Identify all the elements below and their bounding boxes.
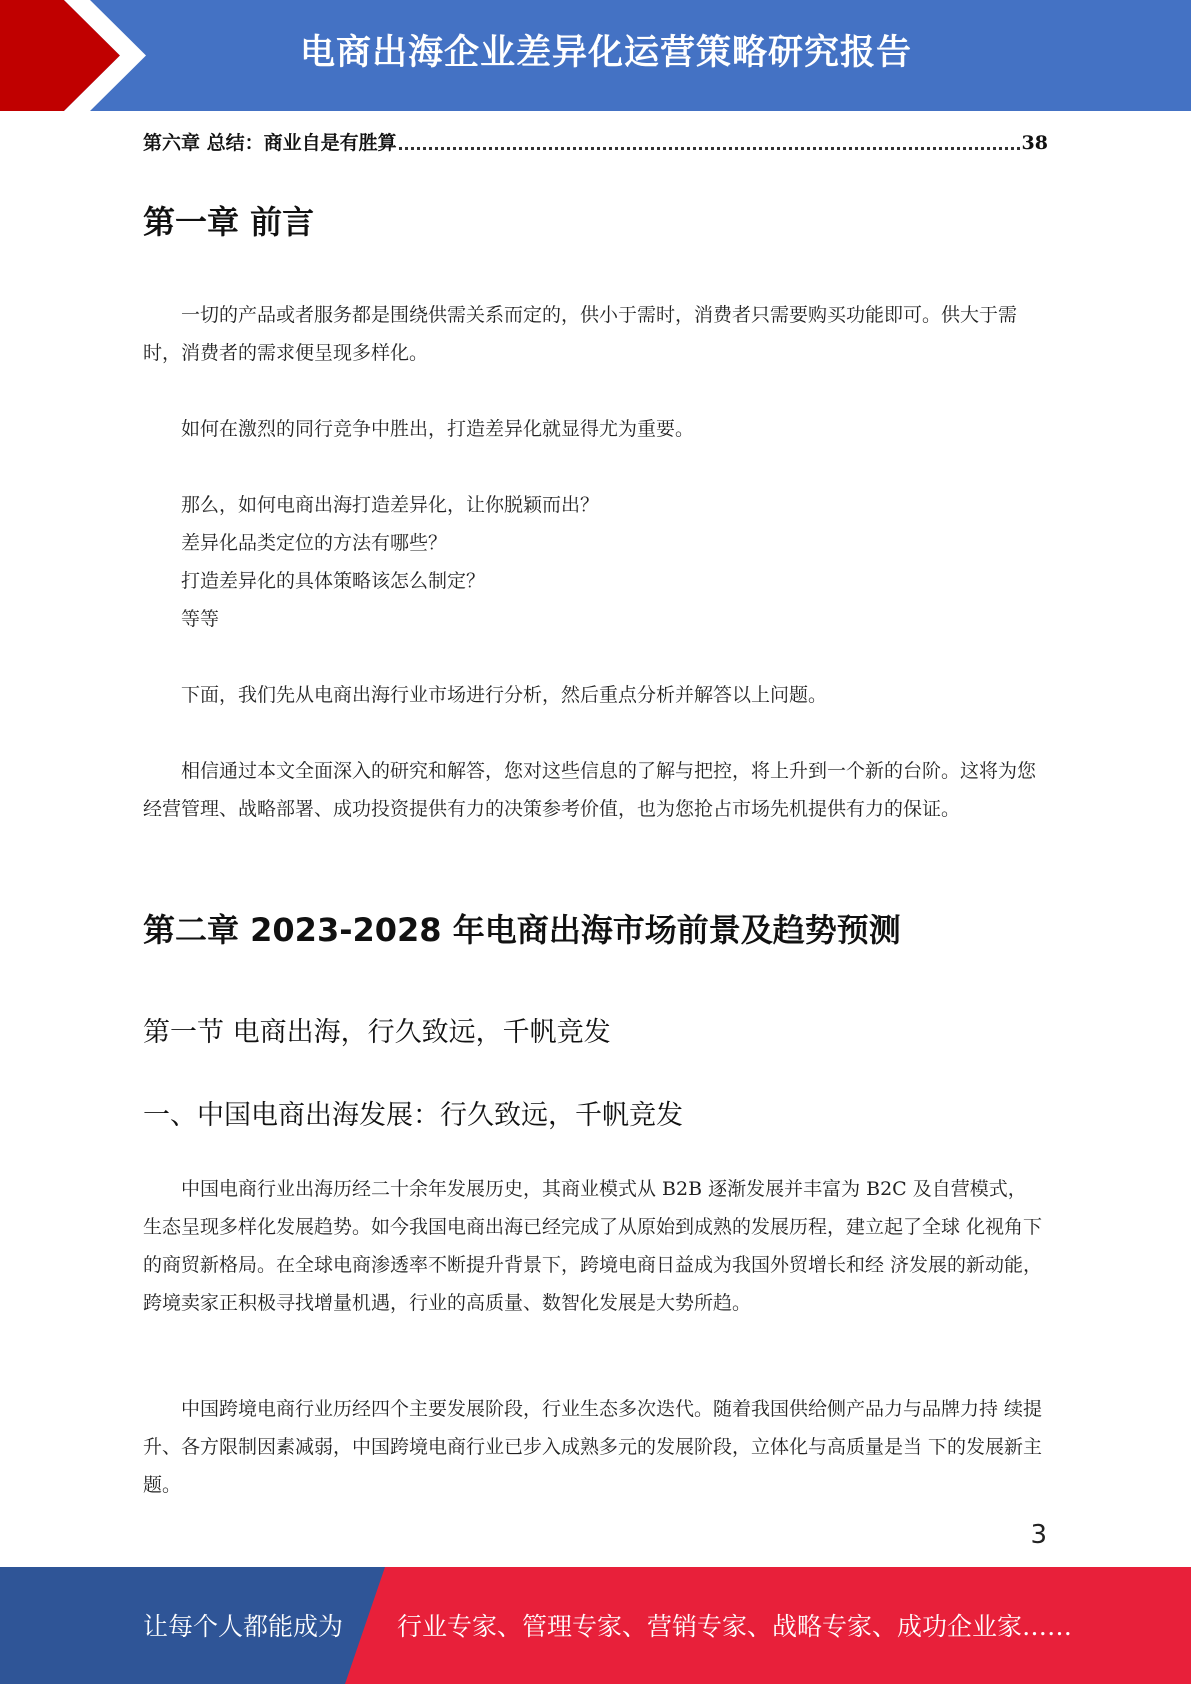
page-footer-band bbox=[0, 1567, 1191, 1684]
chapter-1-paragraph-1: 一切的产品或者服务都是围绕供需关系而定的，供小于需时，消费者只需要购买功能即可。供大于需时，消费者的需求便呈现多样化。 bbox=[143, 304, 1018, 364]
question-line: 打造差异化的具体策略该怎么制定？ bbox=[181, 570, 486, 592]
chapter-2-heading: 第二章 2023-2028 年电商出海市场前景及趋势预测 bbox=[143, 911, 901, 949]
footer-slogan-right: 行业专家、管理专家、营销专家、战略专家、成功企业家…… bbox=[397, 1612, 1073, 1641]
question-line: 差异化品类定位的方法有哪些？ bbox=[181, 532, 448, 554]
subsection-1-heading: 一、中国电商出海发展：行久致远，千帆竞发 bbox=[143, 1100, 683, 1131]
header-arrow-decoration bbox=[0, 0, 160, 111]
toc-entry[interactable] bbox=[143, 129, 1048, 157]
toc-entry-label: 第六章 总结：商业自是有胜算 bbox=[143, 132, 397, 154]
report-title: 电商出海企业差异化运营策略研究报告 bbox=[300, 33, 913, 73]
chapter-1-paragraph-3: 下面，我们先从电商出海行业市场进行分析，然后重点分析并解答以上问题。 bbox=[181, 684, 828, 706]
chapter-1-paragraph-4: 相信通过本文全面深入的研究和解答，您对这些信息的了解与把控，将上升到一个新的台阶。这将为您经营管理、战略部署、成功投资提供有力的决策参考价值，也为您抢占市场先机提供有力的保证。 bbox=[143, 760, 1037, 820]
chapter-2-paragraph-2: 中国跨境电商行业历经四个主要发展阶段，行业生态多次迭代。随着我国供给侧产品力与品牌力持 续提升、各方限制因素减弱，中国跨境电商行业已步入成熟多元的发展阶段，立体化与高质量是当 下的发展新主题。 bbox=[143, 1398, 1043, 1496]
toc-entry-page: 38 bbox=[1021, 132, 1048, 154]
question-line: 等等 bbox=[181, 608, 220, 630]
toc-dot-leader bbox=[399, 147, 1020, 150]
chapter-2-paragraph-1: 中国电商行业出海历经二十余年发展历史，其商业模式从 B2B 逐渐发展并丰富为 B2C 及自营模式， 生态呈现多样化发展趋势。如今我国电商出海已经完成了从原始到成熟的发展历程，建立起了全球 化视角下的商贸新格局。在全球电商渗透率不断提升背景下，跨境电商日益成为我国外贸增长和经 济发展的新动能，跨境卖家正积极寻找增量机遇，行业的高质量、数智化发展是大势所趋。 bbox=[143, 1178, 1043, 1314]
section-1-heading: 第一节 电商出海，行久致远，千帆竞发 bbox=[143, 1017, 611, 1048]
footer-slogan-left: 让每个人都能成为 bbox=[143, 1612, 344, 1641]
question-line: 那么，如何电商出海打造差异化，让你脱颖而出？ bbox=[181, 494, 600, 516]
chapter-1-paragraph-2: 如何在激烈的同行竞争中胜出，打造差异化就显得尤为重要。 bbox=[181, 418, 695, 440]
page-number: 3 bbox=[1030, 1520, 1047, 1550]
chapter-1-heading: 第一章 前言 bbox=[143, 203, 315, 241]
page-header-band bbox=[0, 0, 1191, 111]
